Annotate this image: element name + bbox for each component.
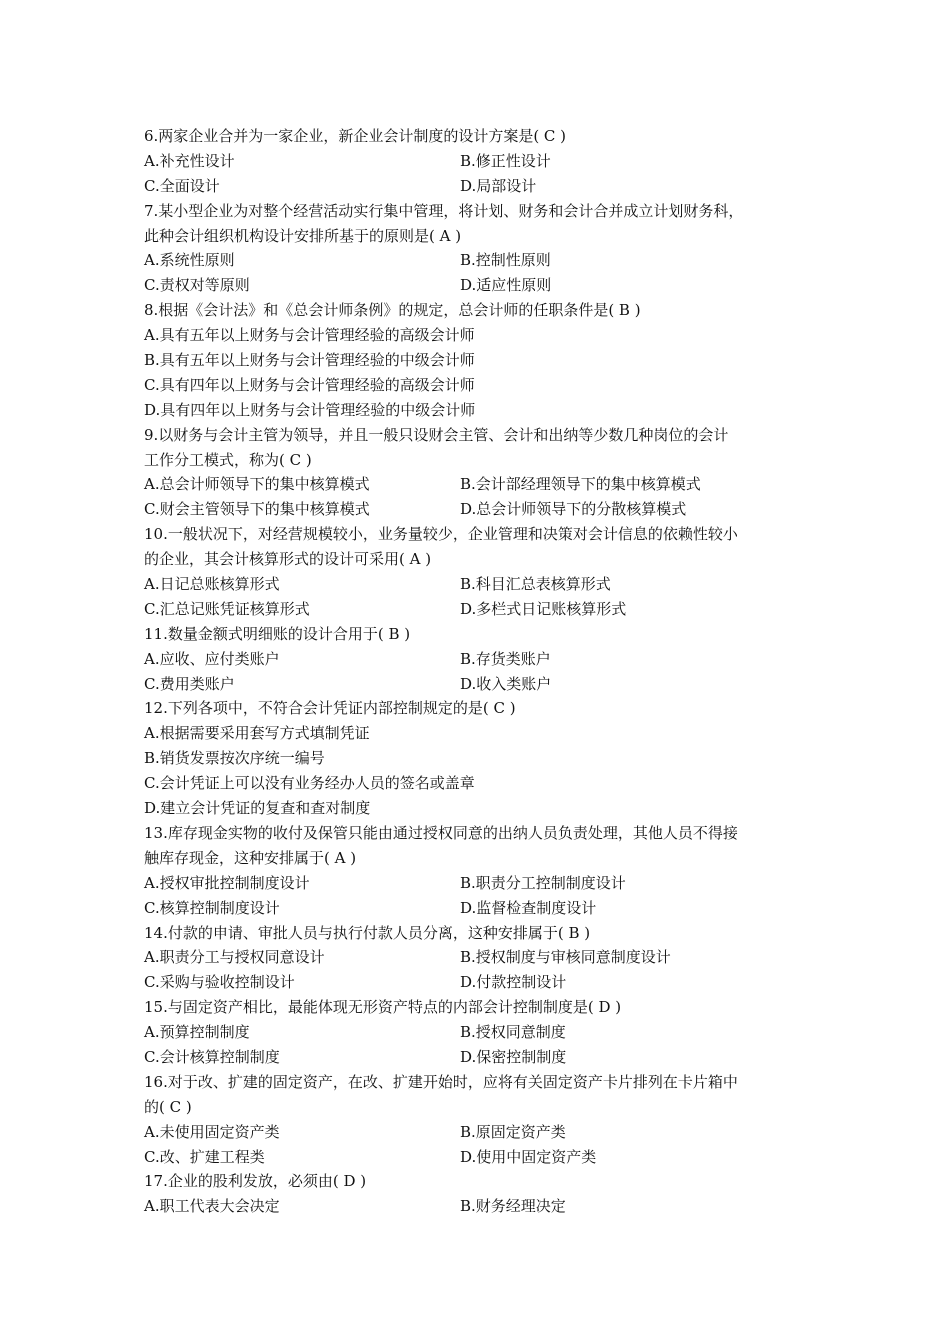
option-text: D.局部设计 bbox=[460, 176, 537, 195]
option-row bbox=[144, 746, 820, 771]
option-text: C.具有四年以上财务与会计管理经验的高级会计师 bbox=[144, 375, 475, 394]
question-stem-line: 的( C ) bbox=[144, 1097, 192, 1116]
option-row bbox=[144, 1145, 820, 1170]
option-row bbox=[144, 796, 820, 821]
question-stem-line: 8.根据《会计法》和《总会计师条例》的规定，总会计师的任职条件是( B ) bbox=[144, 301, 641, 320]
option-row bbox=[144, 323, 820, 348]
question-stem-line: 工作分工模式，称为( C ) bbox=[144, 450, 312, 469]
option-text: A.职工代表大会决定 bbox=[144, 1197, 280, 1216]
question-block bbox=[144, 821, 820, 921]
option-row bbox=[144, 572, 820, 597]
question-stem-line: 12.下列各项中，不符合会计凭证内部控制规定的是( C ) bbox=[144, 699, 516, 718]
option-row bbox=[144, 1194, 820, 1219]
question-block bbox=[144, 1070, 820, 1170]
option-text: C.汇总记账凭证核算形式 bbox=[144, 599, 310, 618]
option-row bbox=[144, 896, 820, 921]
question-block bbox=[144, 124, 820, 199]
option-text: B.职责分工控制制度设计 bbox=[460, 873, 626, 892]
question-stem-line: 13.库存现金实物的收付及保管只能由通过授权同意的出纳人员负责处理，其他人员不得接 bbox=[144, 823, 738, 842]
option-text: B.授权同意制度 bbox=[460, 1023, 566, 1042]
option-row bbox=[144, 672, 820, 697]
question-block bbox=[144, 921, 820, 996]
option-text: C.全面设计 bbox=[144, 176, 220, 195]
question-stem-line: 9.以财务与会计主管为领导，并且一般只设财会主管、会计和出纳等少数几种岗位的会计 bbox=[144, 425, 729, 444]
option-row bbox=[144, 497, 820, 522]
option-text: A.系统性原则 bbox=[144, 251, 235, 270]
question-block bbox=[144, 423, 820, 523]
option-text: A.总会计师领导下的集中核算模式 bbox=[144, 475, 370, 494]
question-stem-line: 15.与固定资产相比，最能体现无形资产特点的内部会计控制制度是( D ) bbox=[144, 998, 622, 1017]
question-list bbox=[144, 124, 820, 1219]
option-text: B.具有五年以上财务与会计管理经验的中级会计师 bbox=[144, 351, 475, 370]
option-text: B.科目汇总表核算形式 bbox=[460, 575, 611, 594]
question-stem-line: 16.对于改、扩建的固定资产，在改、扩建开始时，应将有关固定资产卡片排列在卡片箱中 bbox=[144, 1072, 738, 1091]
option-text: C.核算控制制度设计 bbox=[144, 898, 280, 917]
option-row bbox=[144, 945, 820, 970]
question-block bbox=[144, 995, 820, 1070]
option-row bbox=[144, 1120, 820, 1145]
question-stem-line: 14.付款的申请、审批人员与执行付款人员分离，这种安排属于( B ) bbox=[144, 923, 591, 942]
question-stem-line: 17.企业的股利发放，必须由( D ) bbox=[144, 1172, 367, 1191]
option-text: B.修正性设计 bbox=[460, 151, 551, 170]
option-text: C.会计凭证上可以没有业务经办人员的签名或盖章 bbox=[144, 774, 475, 793]
option-text: D.适应性原则 bbox=[460, 276, 552, 295]
option-text: D.使用中固定资产类 bbox=[460, 1147, 597, 1166]
question-stem-line: 的企业，其会计核算形式的设计可采用( A ) bbox=[144, 550, 432, 569]
option-row bbox=[144, 871, 820, 896]
option-row bbox=[144, 647, 820, 672]
option-row bbox=[144, 348, 820, 373]
option-text: A.具有五年以上财务与会计管理经验的高级会计师 bbox=[144, 326, 475, 345]
option-row bbox=[144, 472, 820, 497]
option-text: B.控制性原则 bbox=[460, 251, 551, 270]
option-text: D.付款控制设计 bbox=[460, 973, 567, 992]
option-row bbox=[144, 597, 820, 622]
option-text: C.责权对等原则 bbox=[144, 276, 250, 295]
option-row bbox=[144, 174, 820, 199]
option-text: B.会计部经理领导下的集中核算模式 bbox=[460, 475, 701, 494]
option-text: A.授权审批控制制度设计 bbox=[144, 873, 310, 892]
option-text: B.存货类账户 bbox=[460, 649, 551, 668]
option-text: A.日记总账核算形式 bbox=[144, 575, 280, 594]
option-text: C.会计核算控制制度 bbox=[144, 1047, 280, 1066]
option-row bbox=[144, 149, 820, 174]
option-text: D.建立会计凭证的复查和查对制度 bbox=[144, 799, 371, 818]
option-row bbox=[144, 1020, 820, 1045]
option-text: A.预算控制制度 bbox=[144, 1023, 250, 1042]
question-block bbox=[144, 298, 820, 422]
option-text: D.具有四年以上财务与会计管理经验的中级会计师 bbox=[144, 400, 476, 419]
question-stem-line: 触库存现金，这种安排属于( A ) bbox=[144, 848, 357, 867]
option-text: D.保密控制制度 bbox=[460, 1047, 567, 1066]
option-row bbox=[144, 248, 820, 273]
question-block bbox=[144, 1169, 820, 1219]
option-row bbox=[144, 373, 820, 398]
question-stem-line: 10.一般状况下，对经营规模较小，业务量较少，企业管理和决策对会计信息的依赖性较小 bbox=[144, 525, 738, 544]
option-text: B.原固定资产类 bbox=[460, 1122, 566, 1141]
option-text: A.补充性设计 bbox=[144, 151, 235, 170]
option-text: D.收入类账户 bbox=[460, 674, 552, 693]
question-block bbox=[144, 522, 820, 622]
option-row bbox=[144, 273, 820, 298]
option-text: B.销货发票按次序统一编号 bbox=[144, 749, 325, 768]
question-block bbox=[144, 199, 820, 299]
option-text: D.总会计师领导下的分散核算模式 bbox=[460, 500, 687, 519]
option-text: D.监督检查制度设计 bbox=[460, 898, 597, 917]
option-text: A.根据需要采用套写方式填制凭证 bbox=[144, 724, 370, 743]
option-text: C.改、扩建工程类 bbox=[144, 1147, 265, 1166]
option-text: D.多栏式日记账核算形式 bbox=[460, 599, 627, 618]
question-stem-line: 11.数量金额式明细账的设计合用于( B ) bbox=[144, 624, 411, 643]
option-text: B.授权制度与审核同意制度设计 bbox=[460, 948, 671, 967]
option-text: A.应收、应付类账户 bbox=[144, 649, 280, 668]
option-text: C.费用类账户 bbox=[144, 674, 235, 693]
option-row bbox=[144, 721, 820, 746]
option-row bbox=[144, 771, 820, 796]
question-stem-line: 7.某小型企业为对整个经营活动实行集中管理，将计划、财务和会计合并成立计划财务科， bbox=[144, 201, 744, 220]
option-row bbox=[144, 398, 820, 423]
question-block bbox=[144, 696, 820, 820]
option-text: A.职责分工与授权同意设计 bbox=[144, 948, 325, 967]
option-text: A.未使用固定资产类 bbox=[144, 1122, 280, 1141]
option-row bbox=[144, 1045, 820, 1070]
question-stem-line: 6.两家企业合并为一家企业，新企业会计制度的设计方案是( C ) bbox=[144, 127, 567, 145]
question-stem-line: 此种会计组织机构设计安排所基于的原则是( A ) bbox=[144, 226, 462, 245]
option-text: C.财会主管领导下的集中核算模式 bbox=[144, 500, 370, 519]
question-block bbox=[144, 622, 820, 697]
option-row bbox=[144, 970, 820, 995]
option-text: C.采购与验收控制设计 bbox=[144, 973, 295, 992]
option-text: B.财务经理决定 bbox=[460, 1197, 566, 1216]
